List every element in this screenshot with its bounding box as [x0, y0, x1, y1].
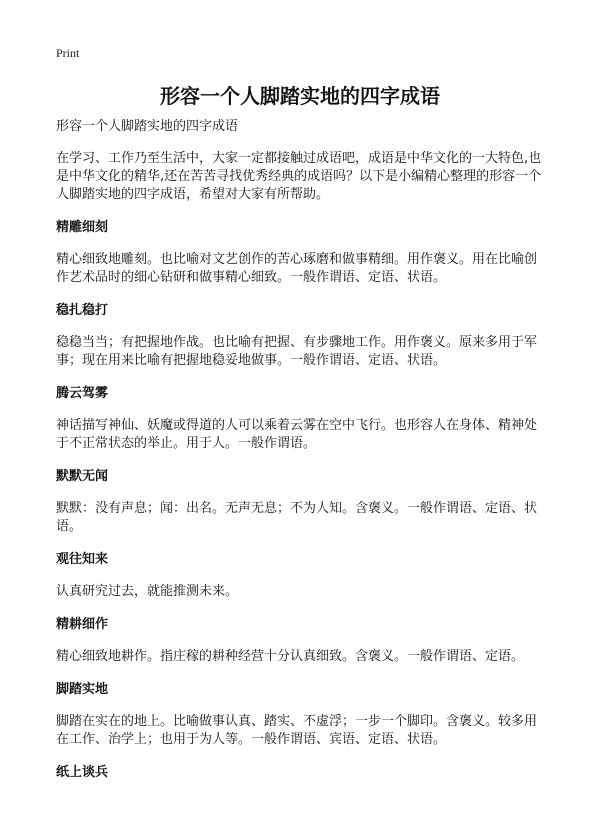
idiom-term: 脚踏实地	[56, 682, 109, 697]
idiom-term: 稳扎稳打	[56, 303, 109, 318]
idiom-entry	[56, 616, 546, 666]
idiom-description: 神话描写神仙、妖魔或得道的人可以乘着云雾在空中飞行。也形容人在身体、精神处于不正常状态的举止。用于人。一般作谓语。	[56, 418, 538, 451]
subtitle: 形容一个人脚踏实地的四字成语	[56, 119, 239, 134]
idiom-entry	[56, 551, 546, 601]
idiom-term: 纸上谈兵	[56, 765, 109, 780]
idiom-description: 精心细致地雕刻。也比喻对文艺创作的苦心琢磨和做事精细。用作褒义。用在比喻创作艺术品时的细心钻研和做事精心细致。一般作谓语、定语、状语。	[56, 252, 538, 285]
idiom-entry	[56, 681, 546, 749]
idiom-description: 精心细致地耕作。指庄稼的耕种经营十分认真细致。含褒义。一般作谓语、定语。	[56, 649, 525, 664]
intro-paragraph: 在学习、工作乃至生活中，大家一定都接触过成语吧，成语是中华文化的一大特色,也是中华文化的精华,还在苦苦寻找优秀经典的成语吗？以下是小编精心整理的形容一个人脚踏实地的四字成语，希望对大家有所帮助。	[56, 151, 542, 202]
idiom-term: 观往知来	[56, 552, 109, 567]
idiom-term: 腾云驾雾	[56, 386, 109, 401]
idiom-entry	[56, 468, 546, 536]
idiom-description: 脚踏在实在的地上。比喻做事认真、踏实、不虚浮；一步一个脚印。含褒义。较多用在工作、治学上；也用于为人等。一般作谓语、宾语、定语、状语。	[56, 714, 538, 747]
idiom-entry	[56, 219, 546, 287]
idiom-entry	[56, 764, 546, 782]
idiom-term: 精耕细作	[56, 617, 109, 632]
page-title: 形容一个人脚踏实地的四字成语	[160, 84, 440, 108]
document-body	[56, 118, 546, 782]
idiom-entry	[56, 302, 546, 370]
idiom-description: 认真研究过去，就能推测未来。	[56, 584, 239, 599]
idiom-description: 默默：没有声息；闻：出名。无声无息；不为人知。含褒义。一般作谓语、定语、状语。	[56, 501, 538, 534]
idiom-term: 默默无闻	[56, 469, 109, 484]
idiom-term: 精雕细刻	[56, 220, 109, 235]
idiom-description: 稳稳当当；有把握地作战。也比喻有把握、有步骤地工作。用作褒义。原来多用于军事；现在用来比喻有把握地稳妥地做事。一般作谓语、定语、状语。	[56, 335, 538, 368]
idiom-entry	[56, 385, 546, 453]
print-label: Print	[56, 46, 80, 60]
